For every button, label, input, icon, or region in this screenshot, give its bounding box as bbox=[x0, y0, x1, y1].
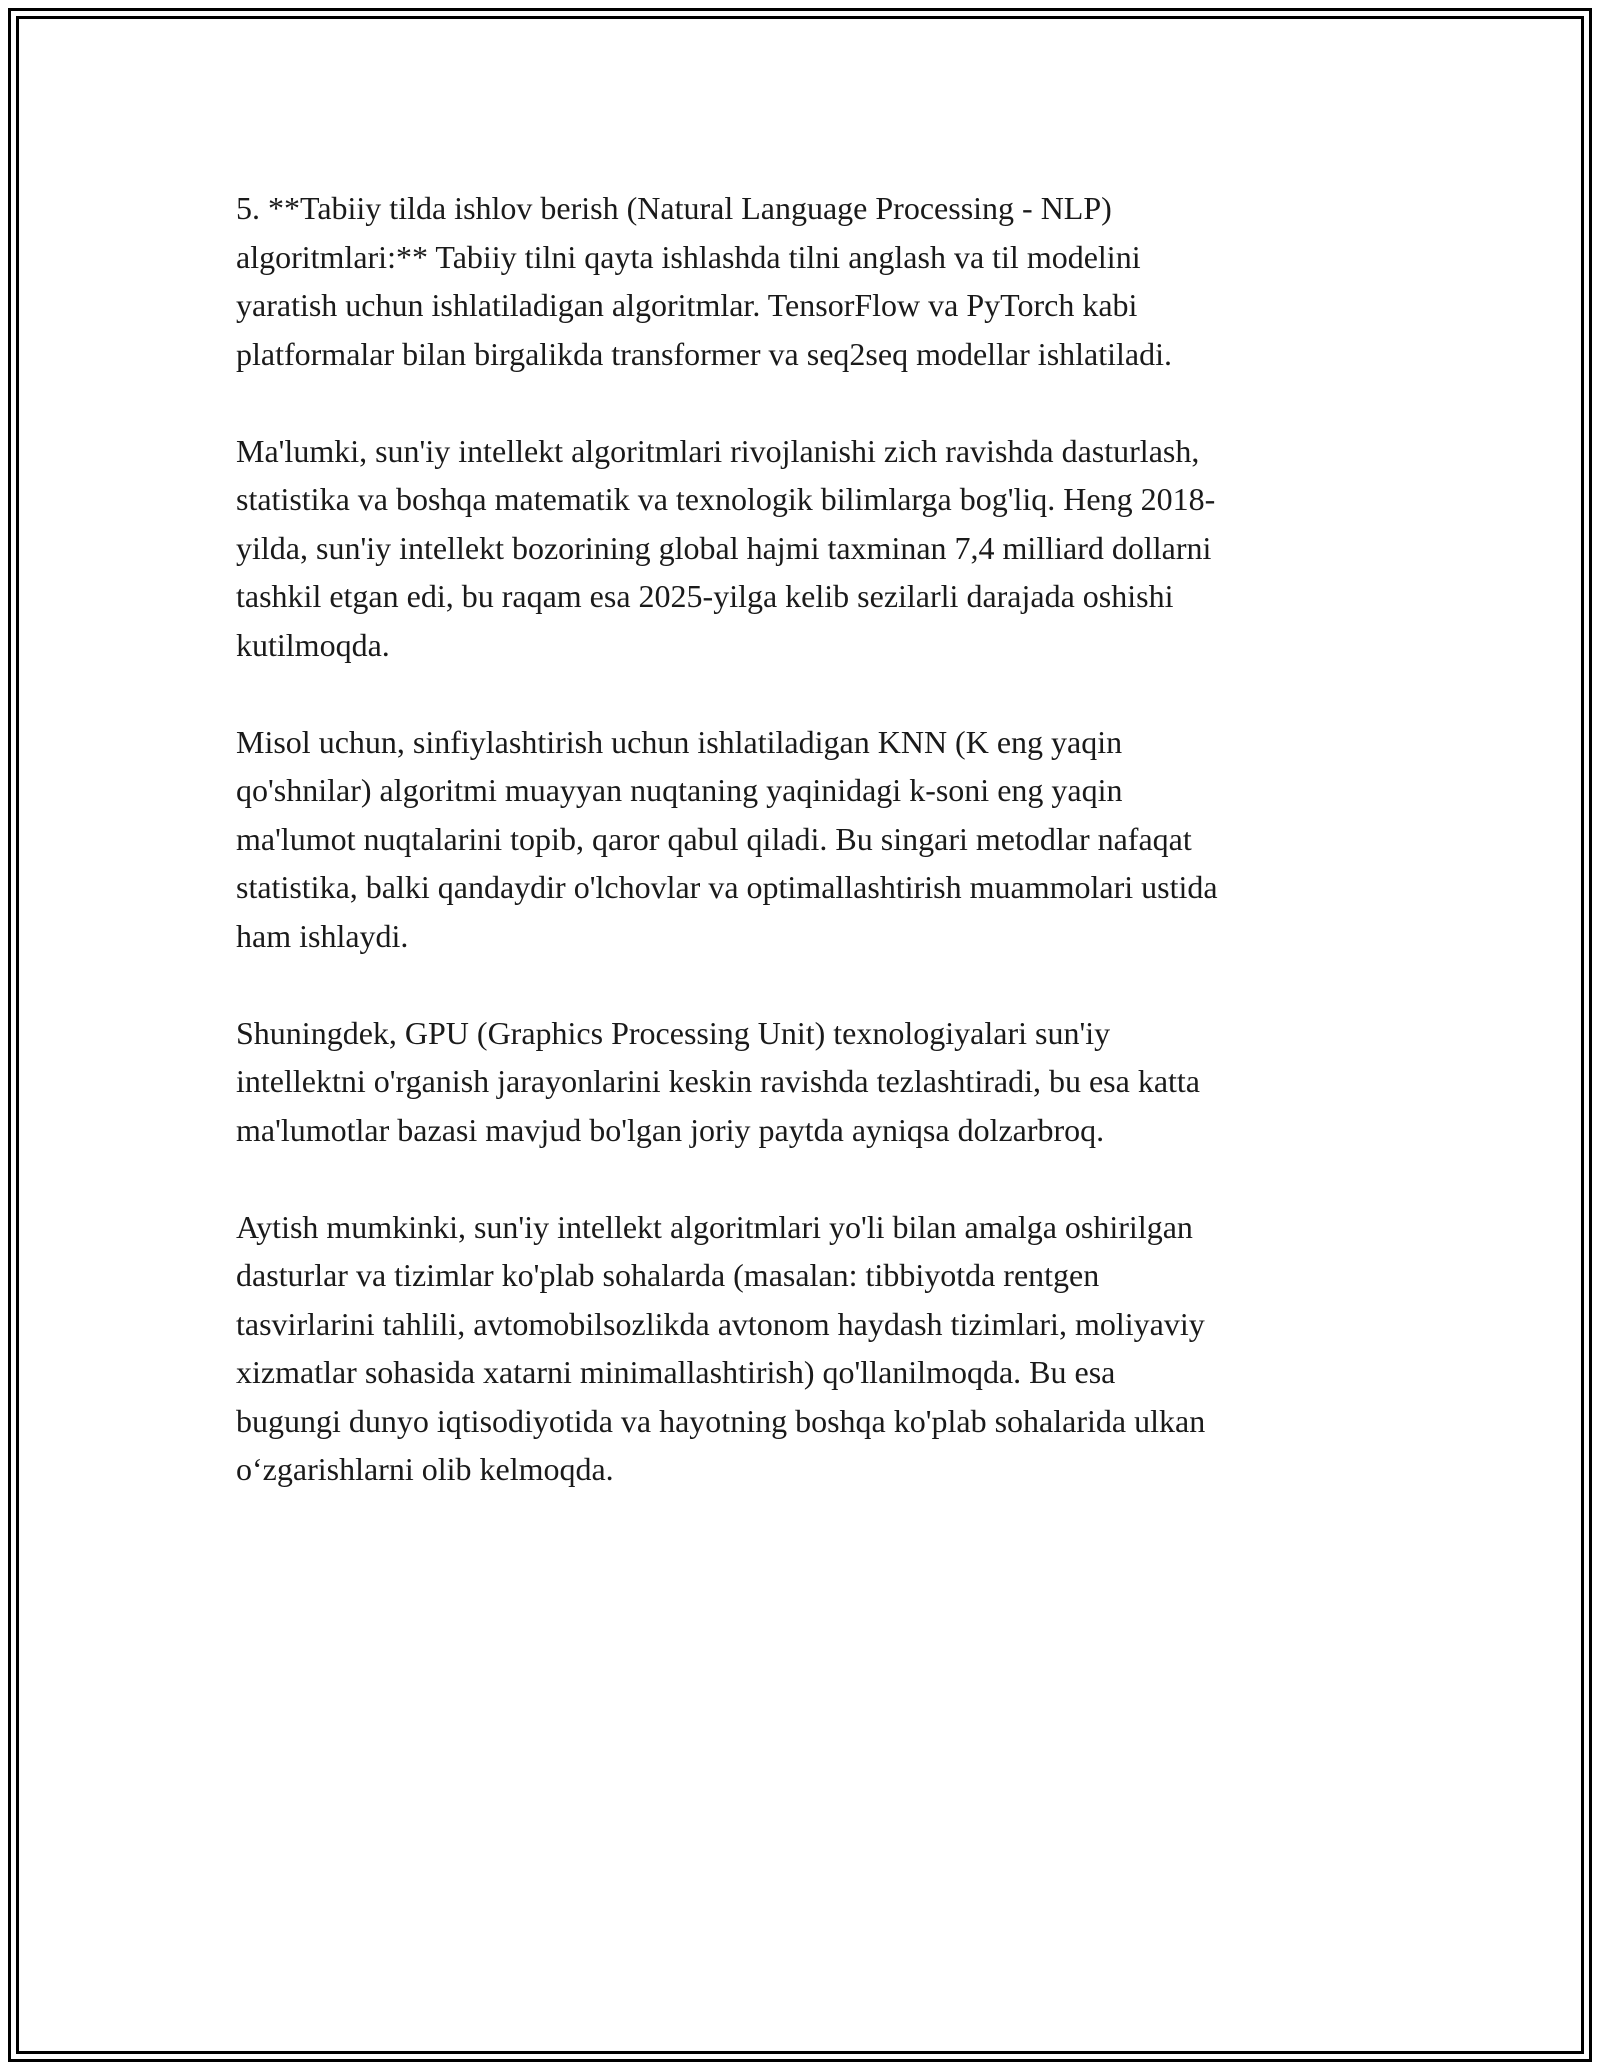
paragraph-nlp-algorithms: 5. **Tabiiy tilda ishlov berish (Natural Language Processing - NLP) algoritmlari:** Tabiiy tilni qayta ishlashda tilni anglash va til modelini yaratish uchun ishlatiladigan algoritmlar. TensorFlow va PyTorch kabi platformalar bilan birgalikda transformer va seq2seq modellar ishlatiladi. bbox=[236, 190, 1172, 372]
paragraph-ai-market: Ma'lumki, sun'iy intellekt algoritmlari rivojlanishi zich ravishda dasturlash, statistika va boshqa matematik va texnologik bilimlarga bog'liq. Heng 2018- yilda, sun'iy intellekt bozorining global hajmi taxminan 7,4 milliard dollarni tashkil etgan edi, bu raqam esa 2025-yilga kelib sezilarli darajada oshishi kutilmoqda. bbox=[236, 432, 1216, 663]
paragraph-gpu: Shuningdek, GPU (Graphics Processing Unit) texnologiyalari sun'iy intellektni o'rganish jarayonlarini keskin ravishda tezlashtiradi, bu esa katta ma'lumotlar bazasi mavjud bo'lgan joriy paytda ayniqsa dolzarbroq. bbox=[236, 1014, 1200, 1148]
paragraph-conclusion: Aytish mumkinki, sun'iy intellekt algoritmlari yo'li bilan amalga oshirilgan dasturlar va tizimlar ko'plab sohalarda (masalan: tibbiyotda rentgen tasvirlarini tahlili, avtomobilsozlikda avtonom haydash tizimlari, moliyaviy xizmatlar sohasida xatarni minimallashtirish) qo'llanilmoqda. Bu esa bugungi dunyo iqtisodiyotida va hayotning boshqa ko'plab sohalarida ulkan o‘zgarishlarni olib kelmoqda. bbox=[236, 1208, 1206, 1487]
document-body bbox=[236, 184, 1366, 1542]
paragraph-knn-example: Misol uchun, sinfiylashtirish uchun ishlatiladigan KNN (K eng yaqin qo'shnilar) algoritmi muayyan nuqtaning yaqinidagi k-soni eng yaqin ma'lumot nuqtalarini topib, qaror qabul qiladi. Bu singari metodlar nafaqat statistika, balki qandaydir o'lchovlar va optimallashtirish muammolari ustida ham ishlaydi. bbox=[236, 723, 1218, 954]
